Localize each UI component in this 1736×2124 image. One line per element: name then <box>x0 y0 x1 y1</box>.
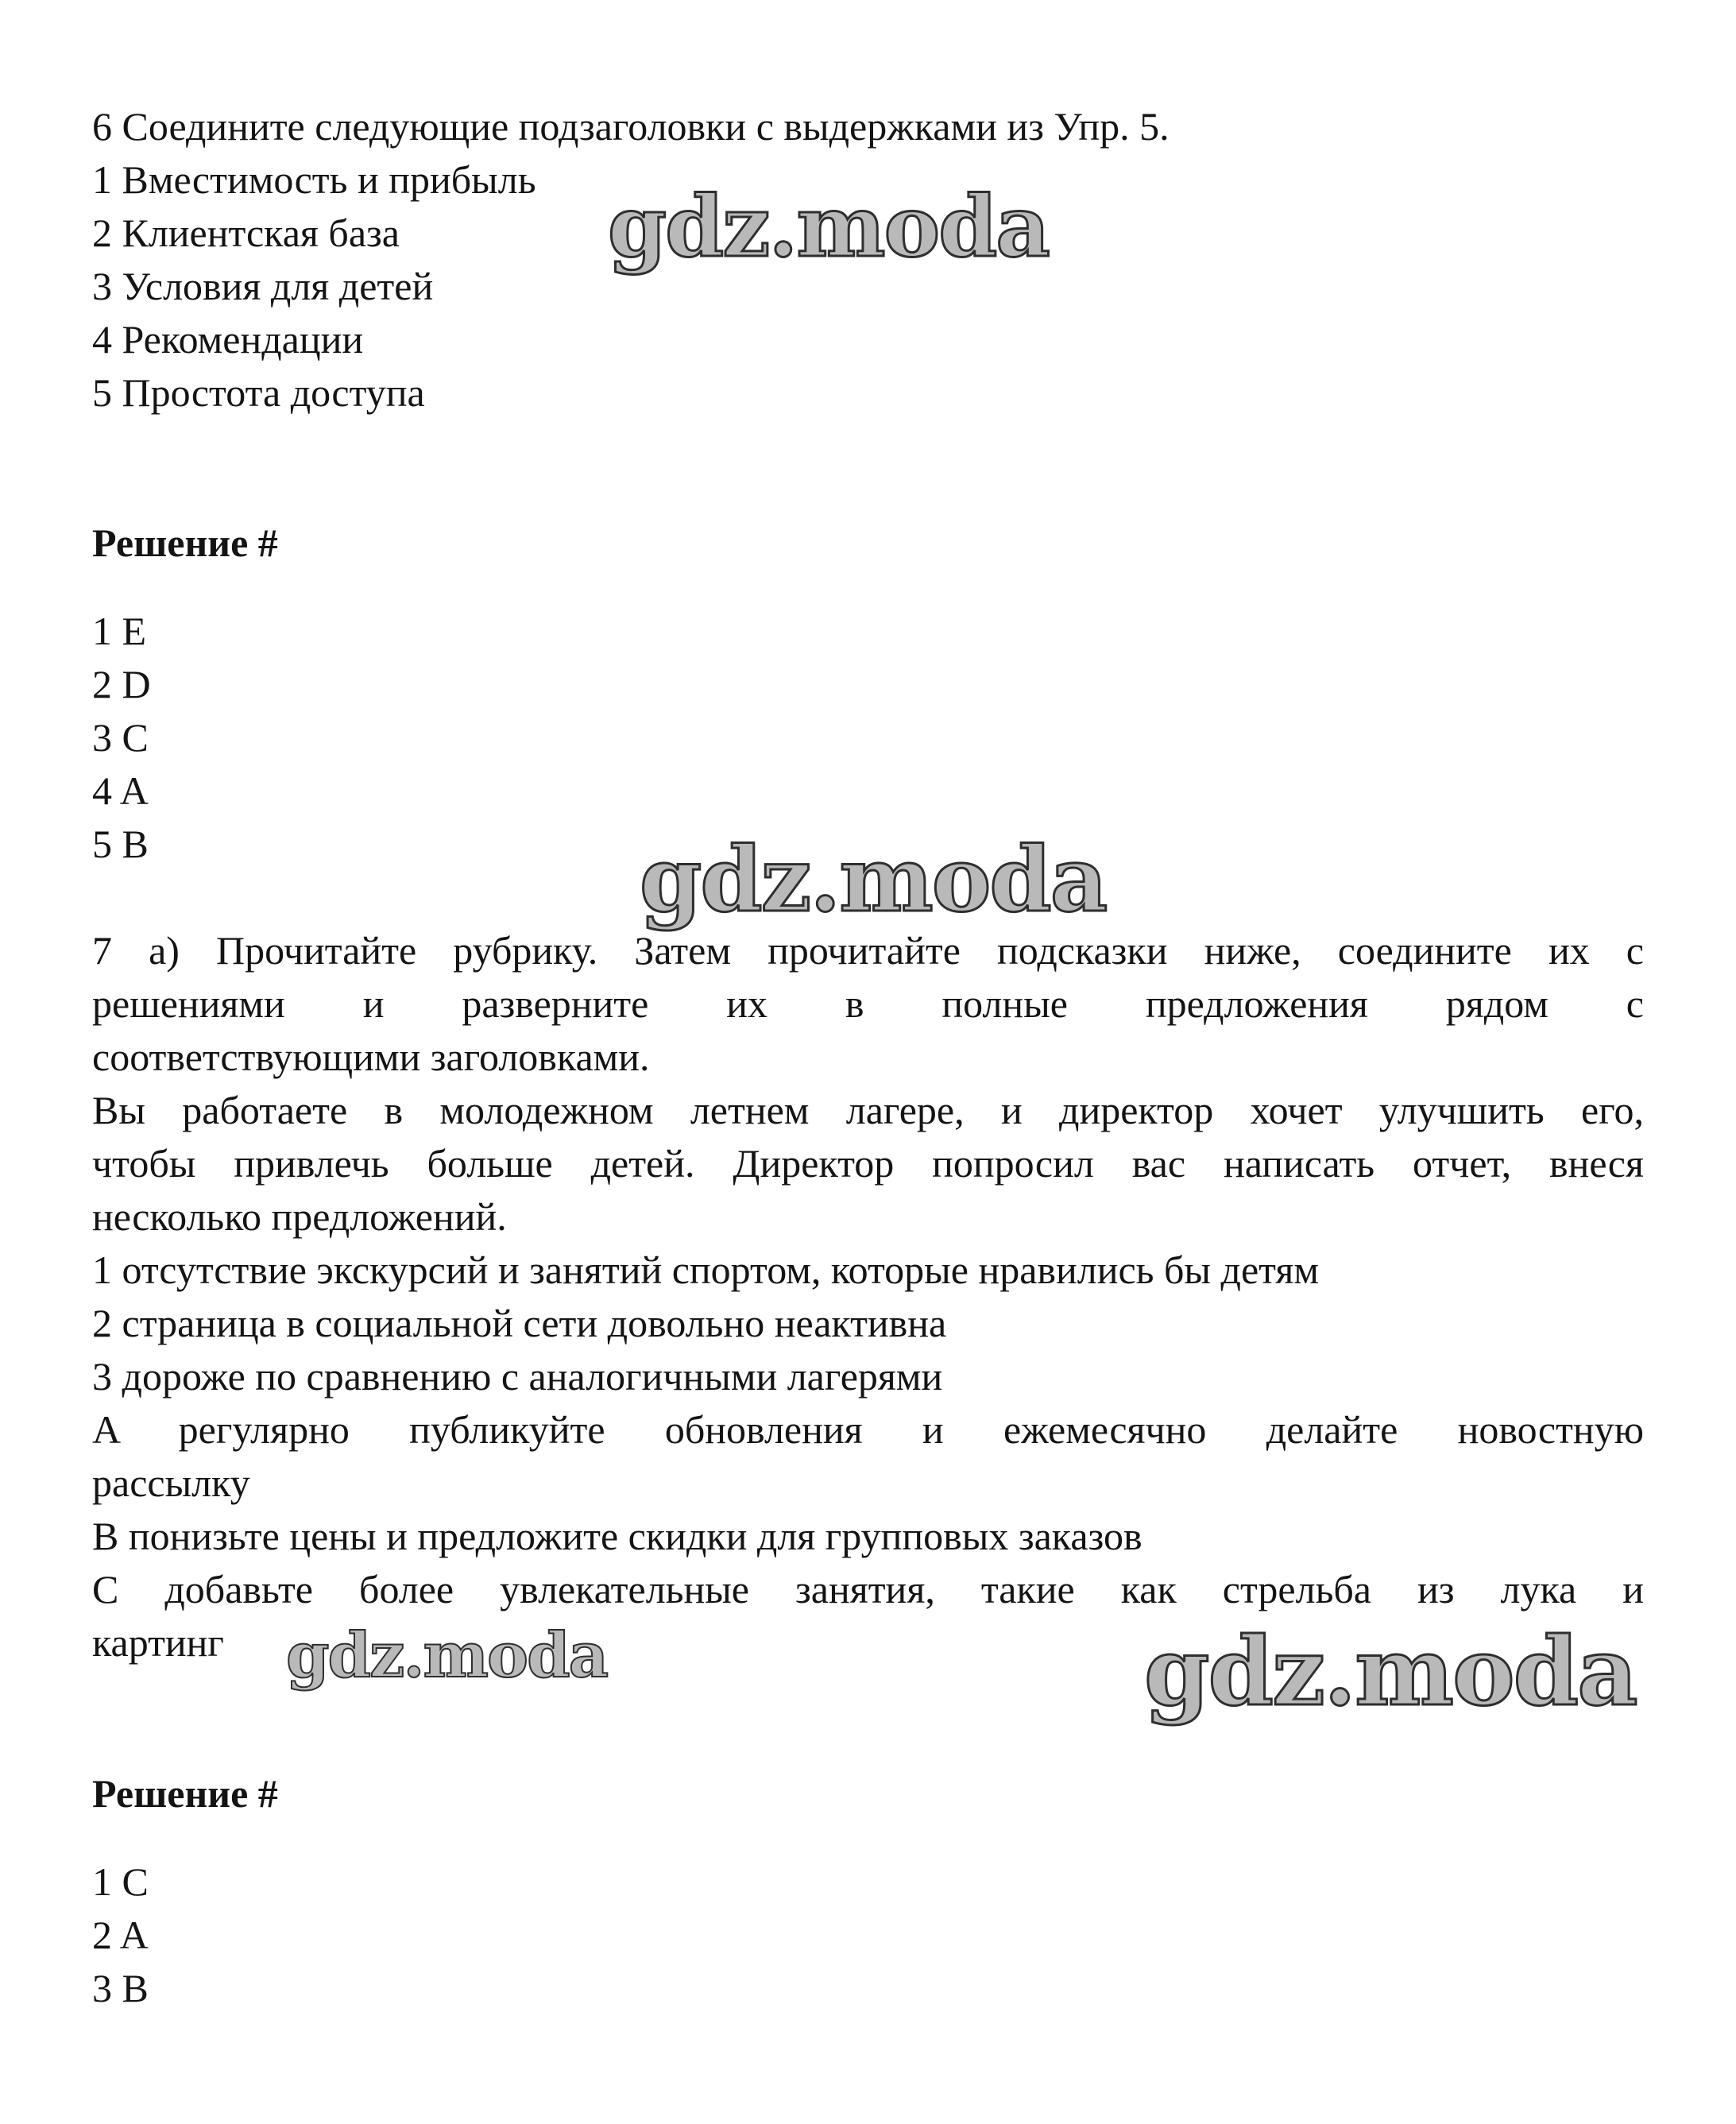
exercise-6-item: 3 Условия для детей <box>92 264 434 308</box>
exercise-6-item: 1 Вместимость и прибыль <box>92 157 536 202</box>
solution-7-answer: 1 C <box>92 1859 149 1904</box>
solution-6-answer: 3 C <box>92 715 149 760</box>
solution-6-heading: Решение # <box>92 520 278 565</box>
watermark-logo: gdz.moda <box>1144 1616 1637 1727</box>
solution-7-answer: 2 A <box>92 1913 149 1957</box>
exercise-7-instruction-line: 7 а) Прочитайте рубрику. Затем прочитайте подсказки ниже, соедините их с <box>92 928 1644 973</box>
exercise-7-solution-a: A регулярно публикуйте обновления и ежемесячно делайте новостную <box>92 1407 1644 1452</box>
exercise-7-instruction-line: решениями и разверните их в полные предложения рядом с <box>92 981 1644 1026</box>
watermark-logo: gdz.moda <box>286 1619 608 1692</box>
exercise-6-title: 6 Соедините следующие подзаголовки с выдержками из Упр. 5. <box>92 104 1170 149</box>
exercise-7-problem: 1 отсутствие экскурсий и занятий спортом, которые нравились бы детям <box>92 1248 1319 1292</box>
exercise-6-item: 4 Рекомендации <box>92 317 364 362</box>
exercise-7-task-line: чтобы привлечь больше детей. Директор попросил вас написать отчет, внеся <box>92 1141 1644 1186</box>
watermark-logo: gdz.moda <box>608 176 1049 276</box>
exercise-7-solution-b: B понизьте цены и предложите скидки для групповых заказов <box>92 1514 1143 1558</box>
solution-6-answer: 1 E <box>92 609 147 653</box>
solution-6-answer: 5 B <box>92 822 149 866</box>
exercise-7-solution-c: C добавьте более увлекательные занятия, такие как стрельба из лука и <box>92 1567 1644 1611</box>
exercise-7-solution-c: картинг <box>92 1620 224 1665</box>
exercise-6-item: 2 Клиентская база <box>92 211 400 255</box>
watermark-logo: gdz.moda <box>640 828 1107 932</box>
exercise-7-solution-a: рассылку <box>92 1460 250 1505</box>
exercise-7-task-line: Вы работаете в молодежном летнем лагере, и директор хочет улучшить его, <box>92 1088 1644 1132</box>
exercise-6-item: 5 Простота доступа <box>92 370 425 415</box>
solution-7-answer: 3 B <box>92 1966 149 2010</box>
exercise-7-problem: 3 дороже по сравнению с аналогичными лагерями <box>92 1354 943 1399</box>
exercise-7-instruction-line: соответствующими заголовками. <box>92 1035 650 1079</box>
solution-6-answer: 4 A <box>92 768 149 813</box>
exercise-7-problem: 2 страница в социальной сети довольно неактивна <box>92 1301 947 1345</box>
document-page <box>92 100 1644 2015</box>
solution-6-answer: 2 D <box>92 662 151 706</box>
exercise-7-task-line: несколько предложений. <box>92 1194 507 1239</box>
solution-7-heading: Решение # <box>92 1771 278 1816</box>
